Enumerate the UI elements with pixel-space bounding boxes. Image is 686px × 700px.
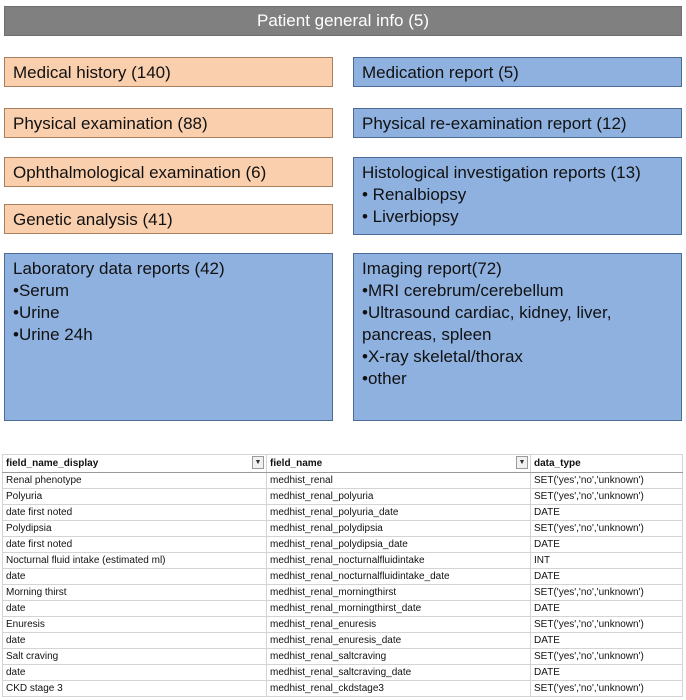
table-row [3,505,683,521]
table-row [3,489,683,505]
table-row [3,553,683,569]
column-header-label: field_name [270,458,323,469]
table-row [3,537,683,553]
physical-examination-box [4,108,333,138]
field-name-cell[interactable]: medhist_renal_polydipsia [267,521,531,537]
field-table [2,454,683,697]
data-type-cell[interactable]: DATE [531,633,683,649]
ophthalmological-examination-label: Ophthalmological examination (6) [13,163,267,182]
field-name-display-cell[interactable]: date first noted [3,505,267,521]
data-type-cell[interactable]: INT [531,553,683,569]
imaging-items [362,280,673,390]
field-name-display-cell[interactable]: date first noted [3,537,267,553]
physical-examination-label: Physical examination (88) [13,114,208,133]
imaging-item: •Ultrasound cardiac, kidney, liver, pancreas, spleen [362,303,612,344]
data-type-cell[interactable]: DATE [531,665,683,681]
data-type-cell[interactable]: SET('yes','no','unknown') [531,489,683,505]
table-row [3,649,683,665]
field-name-display-cell[interactable]: Salt craving [3,649,267,665]
field-name-display-cell[interactable]: date [3,633,267,649]
field-name-display-cell[interactable]: Enuresis [3,617,267,633]
field-name-cell[interactable]: medhist_renal_morningthirst [267,585,531,601]
table-row [3,601,683,617]
data-type-cell[interactable]: SET('yes','no','unknown') [531,521,683,537]
imaging-report-label: Imaging report(72) [362,259,502,278]
column-header-label: data_type [534,458,581,469]
data-type-cell[interactable]: DATE [531,601,683,617]
histological-items [362,184,673,228]
data-type-cell[interactable]: SET('yes','no','unknown') [531,681,683,697]
table-row [3,473,683,489]
histological-item: • Liverbiopsy [362,207,459,226]
physical-reexamination-report-box [353,108,682,138]
data-type-cell[interactable]: DATE [531,537,683,553]
imaging-report-box [353,253,682,421]
field-name-display-cell[interactable]: Nocturnal fluid intake (estimated ml) [3,553,267,569]
data-type-cell[interactable]: DATE [531,569,683,585]
field-name-display-cell[interactable]: date [3,569,267,585]
dropdown-arrow-icon[interactable]: ▼ [516,456,528,469]
laboratory-data-reports-box [4,253,333,421]
genetic-analysis-label: Genetic analysis (41) [13,210,173,229]
table-row [3,569,683,585]
column-header-field-name[interactable] [267,455,531,473]
patient-general-info-label: Patient general info (5) [257,11,429,30]
field-name-cell[interactable]: medhist_renal_polyuria_date [267,505,531,521]
medical-history-box [4,57,333,87]
table-row [3,681,683,697]
physical-reexamination-report-label: Physical re-examination report (12) [362,114,627,133]
field-name-cell[interactable]: medhist_renal_morningthirst_date [267,601,531,617]
column-header-data-type [531,455,683,473]
field-name-cell[interactable]: medhist_renal_nocturnalfluidintake [267,553,531,569]
field-name-display-cell[interactable]: date [3,665,267,681]
field-name-cell[interactable]: medhist_renal_ckdstage3 [267,681,531,697]
histological-investigation-box [353,157,682,235]
column-header-field-name-display[interactable] [3,455,267,473]
ophthalmological-examination-box [4,157,333,187]
medication-report-label: Medication report (5) [362,63,519,82]
laboratory-item: •Serum [13,281,70,300]
field-name-cell[interactable]: medhist_renal_polyuria [267,489,531,505]
genetic-analysis-box [4,204,333,234]
field-name-cell[interactable]: medhist_renal_nocturnalfluidintake_date [267,569,531,585]
medication-report-box [353,57,682,87]
dropdown-arrow-icon[interactable]: ▼ [252,456,264,469]
table-header-row [3,455,683,473]
column-header-label: field_name_display [6,458,99,469]
table-row [3,633,683,649]
field-name-display-cell[interactable]: Morning thirst [3,585,267,601]
histological-investigation-label: Histological investigation reports (13) [362,163,641,182]
field-name-cell[interactable]: medhist_renal_saltcraving [267,649,531,665]
field-name-display-cell[interactable]: date [3,601,267,617]
data-type-cell[interactable]: SET('yes','no','unknown') [531,473,683,489]
laboratory-data-reports-label: Laboratory data reports (42) [13,259,225,278]
field-name-display-cell[interactable]: CKD stage 3 [3,681,267,697]
imaging-item: •MRI cerebrum/cerebellum [362,281,564,300]
field-name-cell[interactable]: medhist_renal_saltcraving_date [267,665,531,681]
data-type-cell[interactable]: SET('yes','no','unknown') [531,617,683,633]
field-name-display-cell[interactable]: Renal phenotype [3,473,267,489]
field-name-display-cell[interactable]: Polydipsia [3,521,267,537]
data-type-cell[interactable]: SET('yes','no','unknown') [531,585,683,601]
table-row [3,617,683,633]
data-type-cell[interactable]: SET('yes','no','unknown') [531,649,683,665]
table-row [3,665,683,681]
field-name-cell[interactable]: medhist_renal_enuresis [267,617,531,633]
imaging-item: •X-ray skeletal/thorax [362,347,523,366]
laboratory-items [13,280,324,346]
laboratory-item: •Urine [13,303,60,322]
field-name-cell[interactable]: medhist_renal [267,473,531,489]
medical-history-label: Medical history (140) [13,63,171,82]
field-name-display-cell[interactable]: Polyuria [3,489,267,505]
table-row [3,521,683,537]
field-name-cell[interactable]: medhist_renal_polydipsia_date [267,537,531,553]
imaging-item: •other [362,369,407,388]
laboratory-item: •Urine 24h [13,325,93,344]
data-type-cell[interactable]: DATE [531,505,683,521]
table-row [3,585,683,601]
patient-general-info-box [4,6,682,36]
histological-item: • Renalbiopsy [362,185,467,204]
field-name-cell[interactable]: medhist_renal_enuresis_date [267,633,531,649]
